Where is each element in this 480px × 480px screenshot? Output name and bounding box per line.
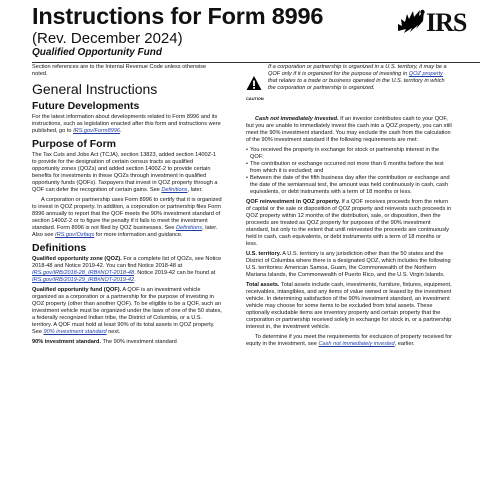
irs-logo [396, 7, 478, 37]
qof-definition: Qualified opportunity fund (QOF). A QOF is an investment vehicle organized as a corporation or a partnership for the purpose of investing in QOZ property (other than another QOF). To be eligible to be a QOF, such an investment vehicle must be organized under the laws of one of the 50 states, a federally recognized Indian tribe, the District of Columbia, or a U.S. territory. A QOF must hold at least 90% of its total assets in QOZ property. See 90% investment standard next. [32, 287, 222, 335]
caution-label: CAUTION [246, 96, 264, 101]
caution-text: If a corporation or partnership is organized in a U.S. territory, it may be a QOF only if it is organized for the purpose of investing in QOZ property that relates to a trade or business operated in the U.S. territory in which the corporation or partnership is organized. [268, 64, 447, 91]
purpose-paragraph-1: The Tax Cuts and Jobs Act (TCJA), section 13823, added section 1400Z-1 to provide for the designation of certain census tracts as qualified opportunity zones (QOZs) and added section 1400Z-2 to provide certain benefits for investments in these QOZs through investment in qualified opportunity funds (QOFs). Taxpayers that invest in QOZ property through a QOF can defer the recognition of certain gains. See Definitions, later. [32, 152, 218, 193]
notice-2019-42-link[interactable]: IRS.gov/IRB/2019-29_IRB#NOT-2019-42 [32, 277, 135, 283]
investment-standard-definition: 90% investment standard. The 90% investment standard [32, 339, 177, 345]
page-title: Instructions for Form 8996 [32, 3, 324, 29]
qoz-property-link[interactable]: QOZ property [408, 71, 443, 77]
list-item: • Between the date of the fifth business day after the contribution or exchange and the date of the semiannual test, the amount was held continuously in cash, cash equivalents, or debt instruments with a term of 18 months or less. [246, 175, 450, 195]
qof-reinvestment-paragraph: QOF reinvestment in QOZ property. If a QOF receives proceeds from the return of capital or the sale or disposition of QOZ property and reinvests such proceeds in QOZ property within 12 months of the distribution, sale, or disposition, then the proceeds are treated as QOZ property for purposes of the 90% investment standard, but only to the extent that until reinvested the proceeds are continuously held in cash, cash equivalents, or debt instruments with a term of 18 months or less. [246, 199, 452, 247]
header-divider [32, 62, 480, 63]
notice-2018-48-link[interactable]: IRS.gov/IRB/2018-28_IRB#NOT-2018-48 [32, 270, 135, 276]
cash-not-invested-paragraph: Cash not immediately invested. If an investor contributes cash to your QOF, but you are unable to immediately invest the cash into a QOZ property, you can still meet the 90% investment standard. You may exclude the cash from the calculation of the 90% investment standard if the following requirements are met: [246, 116, 452, 143]
future-developments-text: For the latest information about developments related to Form 8996 and its instructions, such as legislation enacted after this form and instructions were published, go to IRS.gov/Form8996. [32, 114, 221, 134]
form-subtitle: Qualified Opportunity Fund [32, 47, 162, 58]
list-item: • You received the property in exchange for stock or partnership interest in the QOF; [246, 147, 440, 160]
caution-note [246, 64, 452, 112]
left-column [32, 64, 222, 480]
definitions-link-2[interactable]: Definitions [175, 225, 203, 231]
qoz-definition: Qualified opportunity zone (QOZ). For a complete list of QOZs, see Notice 2018-48 and Notice 2019-42. You can find Notice 2018-48 at IRS.gov/IRB/2018-28_IRB#NOT-2018-48. Notice 2019-42 can be found at IRS.gov/IRB/2019-29_IRB#NOT-2019-42. [32, 256, 222, 283]
requirements-list [246, 147, 452, 196]
intro-text: Section references are to the Internal Revenue Code unless otherwise noted. [32, 64, 207, 77]
cash-not-invested-link[interactable]: Cash not immediately invested [318, 341, 395, 347]
revision-date: (Rev. December 2024) [32, 30, 183, 47]
purpose-heading: Purpose of Form [32, 138, 117, 150]
ozfaqs-link[interactable]: IRS.gov/Ozfaqs [55, 232, 95, 238]
right-column [246, 64, 452, 480]
irs-eagle-icon [396, 7, 426, 37]
definitions-heading: Definitions [32, 242, 87, 254]
caution-warning-icon [246, 75, 262, 95]
future-developments-heading: Future Developments [32, 100, 140, 112]
total-assets-paragraph: Total assets. Total assets include cash, investments, furniture, fixtures, equipment, receivables, intangibles, and any items of value owned or leased by the investment vehicle. In determining satisfaction of the 90% investment standard, an investment vehicle may choose for some items to be excluded from total assets. These optionally excludable items are inventory property and certain property that the corporation or partnership received solely in exchange for stock in, or a partnership interest in, the investment vehicle. [246, 282, 452, 330]
form-header [0, 0, 480, 62]
exclusion-paragraph: To determine if you meet the requirements for exclusion of property received for equity in the investment, see Cash not immediately invested, earlier. [246, 334, 452, 347]
irs-wordmark: IRS [426, 8, 467, 37]
list-item: • The contribution or exchange occurred not more than 6 months before the test from which it is excluded; and [246, 161, 444, 174]
general-instructions-heading: General Instructions [32, 81, 158, 97]
investment-standard-link[interactable]: 90% investment standard [43, 329, 107, 335]
irs-form8996-link[interactable]: IRS.gov/Form8996 [73, 128, 121, 134]
purpose-paragraph-2: A corporation or partnership uses Form 8996 to certify that it is organized to invest in QOZ property. In addition, a corporation or partnership files Form 8996 annually to report that the QOF meets the 90% investment standard of section 1400Z-2 or to figure the penalty if it fails to meet the investment standard. Form 8996 is not filed by QOZ businesses. See Definitions, later. Also see IRS.gov/Ozfaqs for more information and guidance. [32, 197, 222, 238]
us-territory-paragraph: U.S. territory. A U.S. territory is any jurisdiction other than the 50 states and the District of Columbia where there is a designated QOZ, which includes the following U.S. territories: American Samoa, Guam, the Commonwealth of the Northern Mariana Islands, the Commonwealth of Puerto Rico, and the U.S. Virgin Islands. [246, 251, 451, 278]
definitions-link[interactable]: Definitions [161, 187, 188, 193]
